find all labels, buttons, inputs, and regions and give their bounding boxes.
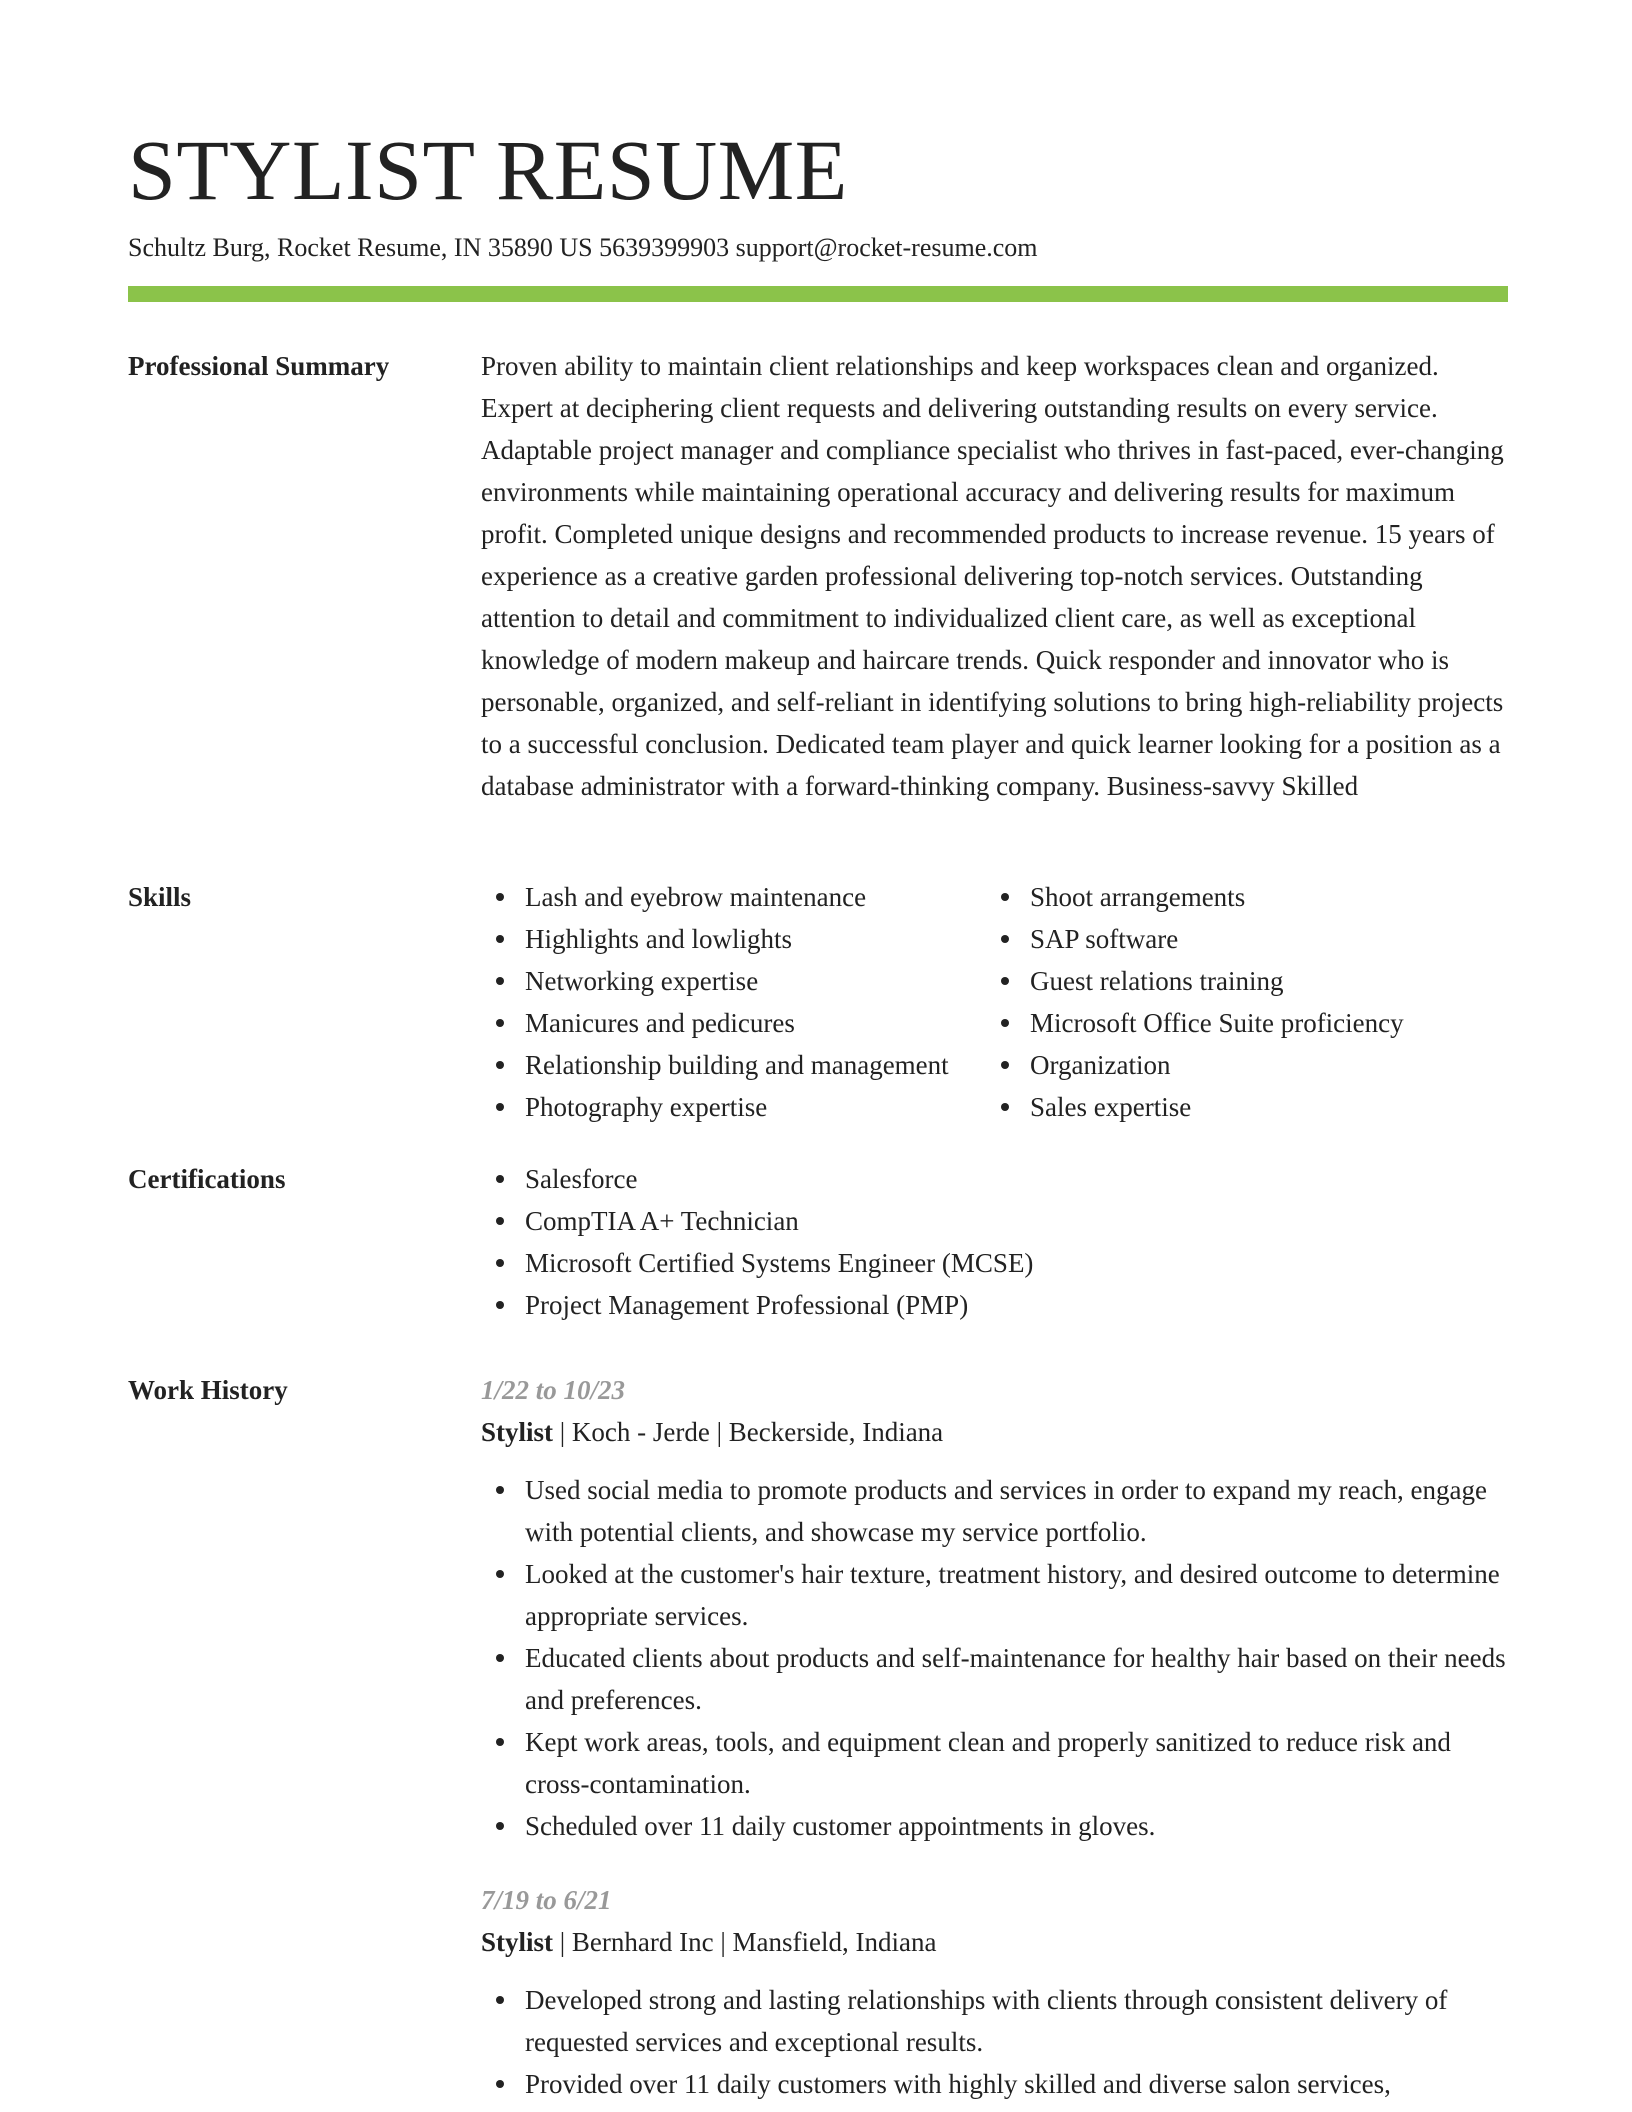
skills-list-right: [986, 876, 1506, 1128]
skill-item: Sales expertise: [986, 1086, 1506, 1128]
section-label-certifications: Certifications: [128, 1164, 286, 1194]
skill-item: Relationship building and management: [481, 1044, 986, 1086]
job-heading: [481, 1411, 1508, 1453]
summary-text: Proven ability to maintain client relationships and keep workspaces clean and organized. Expert at deciphering client requests and delivering outstanding results on every service. Adaptable project manager and compliance specialist who thrives in fast-paced, ever-changing environments while maintaining operational accuracy and delivering results for maximum profit. Completed unique designs and recommended products to increase revenue. 15 years of experience as a creative garden professional delivering top-notch services. Outstanding attention to detail and commitment to individualized client care, as well as exceptional knowledge of modern makeup and haircare trends. Quick responder and innovator who is personable, organized, and self-reliant in identifying solutions to bring high-reliability projects to a successful conclusion. Dedicated team player and quick learner looking for a position as a database administrator with a forward-thinking company. Business-savvy Skilled: [481, 351, 1504, 801]
skill-item: Networking expertise: [481, 960, 986, 1002]
accent-divider: [128, 286, 1508, 302]
job-employer-location: | Koch - Jerde | Beckerside, Indiana: [553, 1417, 944, 1447]
job-bullets: [481, 1469, 1508, 1847]
skill-item: Guest relations training: [986, 960, 1506, 1002]
skills-body: [481, 876, 1508, 1128]
section-label-summary: Professional Summary: [128, 351, 390, 381]
job-title: Stylist: [481, 1927, 554, 1957]
certifications-body: [481, 1158, 1508, 1326]
job-dates: 7/19 to 6/21: [481, 1885, 612, 1915]
section-label-skills: Skills: [128, 882, 192, 912]
certification-item: Salesforce: [481, 1158, 1508, 1200]
certifications-list: [481, 1158, 1508, 1326]
skill-item: Manicures and pedicures: [481, 1002, 986, 1044]
job-dates: 1/22 to 10/23: [481, 1375, 626, 1405]
skill-item: Photography expertise: [481, 1086, 986, 1128]
job-bullet: Kept work areas, tools, and equipment clean and properly sanitized to reduce risk and cross-contamination.: [481, 1721, 1508, 1805]
job-heading: [481, 1921, 1508, 1963]
job-bullet: Looked at the customer's hair texture, treatment history, and desired outcome to determine appropriate services.: [481, 1553, 1508, 1637]
skill-item: Highlights and lowlights: [481, 918, 986, 960]
job-title: Stylist: [481, 1417, 554, 1447]
skills-grid: [481, 876, 1508, 1128]
certification-item: Microsoft Certified Systems Engineer (MCSE): [481, 1242, 1508, 1284]
skill-item: Microsoft Office Suite proficiency: [986, 1002, 1506, 1044]
job-bullet: Scheduled over 11 daily customer appointments in gloves.: [481, 1805, 1508, 1847]
certification-item: Project Management Professional (PMP): [481, 1284, 1508, 1326]
certification-item: CompTIA A+ Technician: [481, 1200, 1508, 1242]
job-bullet: Used social media to promote products and services in order to expand my reach, engage with potential clients, and showcase my service portfolio.: [481, 1469, 1508, 1553]
skill-item: Lash and eyebrow maintenance: [481, 876, 986, 918]
section-label-work-history: Work History: [128, 1375, 288, 1405]
work-history-body: [481, 1369, 1508, 2105]
job-bullets: [481, 1979, 1508, 2105]
job-bullet: Developed strong and lasting relationships with clients through consistent delivery of requested services and exceptional results.: [481, 1979, 1508, 2063]
contact-line: Schultz Burg, Rocket Resume, IN 35890 US 5639399903 support@rocket-resume.com: [128, 233, 1038, 262]
job-entry: [481, 1369, 1508, 1847]
job-entry: [481, 1879, 1508, 2105]
resume-title: STYLIST RESUME: [128, 122, 848, 218]
skill-item: Shoot arrangements: [986, 876, 1506, 918]
summary-body: [481, 345, 1508, 807]
job-bullet: Educated clients about products and self-maintenance for healthy hair based on their needs and preferences.: [481, 1637, 1508, 1721]
skill-item: Organization: [986, 1044, 1506, 1086]
skills-list-left: [481, 876, 986, 1128]
skill-item: SAP software: [986, 918, 1506, 960]
job-bullet: Provided over 11 daily customers with highly skilled and diverse salon services,: [481, 2063, 1508, 2105]
job-employer-location: | Bernhard Inc | Mansfield, Indiana: [553, 1927, 937, 1957]
